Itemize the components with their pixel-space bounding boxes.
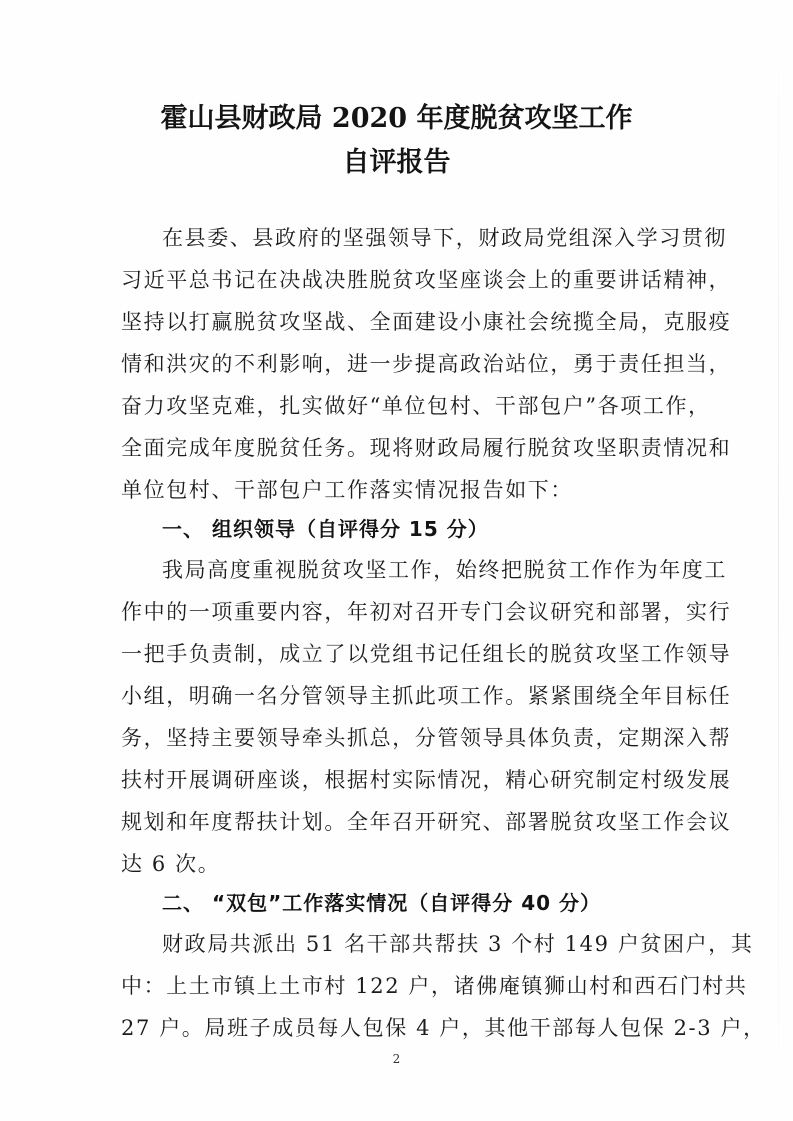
document-title-line-2: 自评报告 bbox=[342, 147, 451, 178]
section-1-heading: 一、 组织领导（自评得分 15 分） bbox=[162, 517, 489, 541]
section-2-line: 财政局共派出 51 名干部共帮扶 3 个村 149 户贫困户，其 bbox=[162, 932, 754, 956]
section-1-line: 小组，明确一名分管领导主抓此项工作。紧紧围绕全年目标任 bbox=[121, 684, 732, 708]
section-1-line: 我局高度重视脱贫攻坚工作，始终把脱贫工作作为年度工 bbox=[162, 558, 727, 582]
scan-edge-shadow bbox=[778, 0, 779, 1121]
intro-line: 在县委、县政府的坚强领导下，财政局党组深入学习贯彻 bbox=[162, 226, 727, 250]
section-2-heading: 二、 “双包”工作落实情况（自评得分 40 分） bbox=[162, 891, 602, 915]
section-1-line: 达 6 次。 bbox=[121, 852, 221, 876]
intro-line: 单位包村、干部包户工作落实情况报告如下： bbox=[121, 478, 573, 502]
intro-line: 全面完成年度脱贫任务。现将财政局履行脱贫攻坚职责情况和 bbox=[121, 436, 732, 460]
intro-line: 情和洪灾的不利影响，进一步提高政治站位，勇于责任担当， bbox=[121, 352, 732, 376]
section-1-line: 作中的一项重要内容，年初对召开专门会议研究和部署，实行 bbox=[121, 600, 732, 624]
intro-line: 坚持以打赢脱贫攻坚战、全面建设小康社会统揽全局，克服疫 bbox=[121, 310, 732, 334]
document-title-line-1: 霍山县财政局 2020 年度脱贫攻坚工作 bbox=[160, 103, 633, 134]
intro-line: 习近平总书记在决战决胜脱贫攻坚座谈会上的重要讲话精神， bbox=[121, 268, 732, 292]
section-1-line: 务，坚持主要领导牵头抓总，分管领导具体负责，定期深入帮 bbox=[121, 726, 732, 750]
section-2-line: 中：上土市镇上土市村 122 户，诸佛庵镇狮山村和西石门村共 bbox=[121, 974, 748, 998]
section-1-line: 一把手负责制，成立了以党组书记任组长的脱贫攻坚工作领导 bbox=[121, 642, 732, 666]
intro-line: 奋力攻坚克难，扎实做好“单位包村、干部包户”各项工作， bbox=[121, 394, 711, 418]
page-number: 2 bbox=[392, 1052, 401, 1066]
section-1-line: 扶村开展调研座谈，根据村实际情况，精心研究制定村级发展 bbox=[121, 768, 732, 792]
section-2-line: 27 户。局班子成员每人包保 4 户，其他干部每人包保 2-3 户， bbox=[121, 1016, 766, 1040]
section-1-line: 规划和年度帮扶计划。全年召开研究、部署脱贫攻坚工作会议 bbox=[121, 810, 732, 834]
